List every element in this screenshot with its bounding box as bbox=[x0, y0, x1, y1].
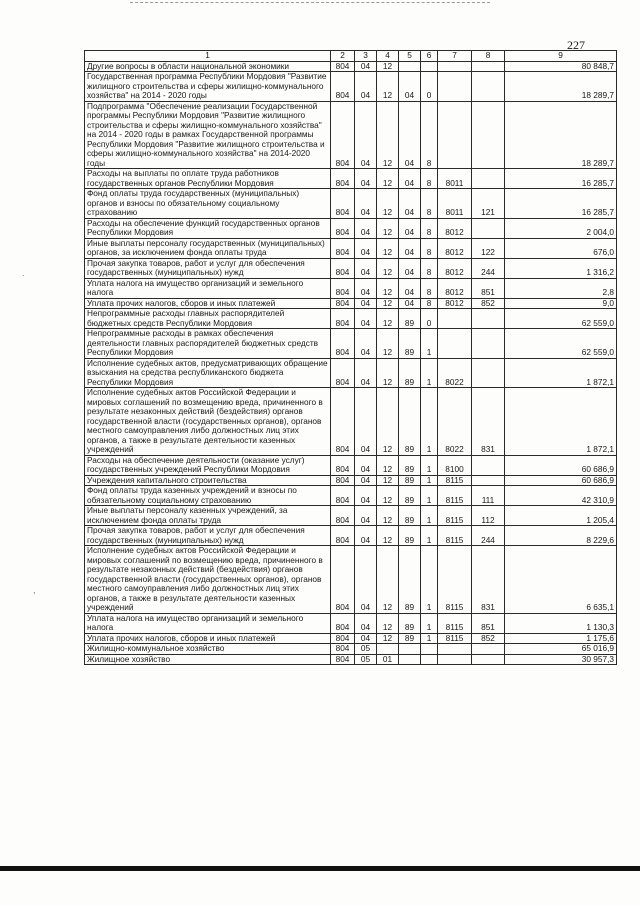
subsection-cell: 12 bbox=[377, 238, 399, 258]
row-name-cell: Иные выплаты персоналу государственных (муниципальных) органов, за исключением фонда оплаты труда bbox=[85, 238, 331, 258]
subsection-cell: 12 bbox=[377, 546, 399, 614]
subsection-cell: 12 bbox=[377, 388, 399, 456]
subprogram-cell: 8 bbox=[421, 278, 438, 298]
table-row bbox=[85, 189, 617, 219]
table-row bbox=[85, 526, 617, 546]
subsection-cell: 12 bbox=[377, 526, 399, 546]
target-article-cell: 8011 bbox=[438, 169, 472, 189]
subprogram-cell: 8 bbox=[421, 218, 438, 238]
program-cell: 89 bbox=[399, 526, 421, 546]
target-article-cell bbox=[438, 644, 472, 655]
amount-cell: 1 872,1 bbox=[505, 388, 617, 456]
header-row bbox=[85, 51, 617, 62]
target-article-cell: 8100 bbox=[438, 455, 472, 475]
admin-code-cell: 804 bbox=[331, 238, 355, 258]
subsection-cell: 12 bbox=[377, 455, 399, 475]
section-cell: 04 bbox=[355, 329, 377, 359]
program-cell: 04 bbox=[399, 258, 421, 278]
subprogram-cell: 1 bbox=[421, 388, 438, 456]
expense-type-cell: 244 bbox=[472, 526, 505, 546]
admin-code-cell: 804 bbox=[331, 486, 355, 506]
program-cell: 89 bbox=[399, 633, 421, 644]
subsection-cell: 12 bbox=[377, 101, 399, 169]
row-name-cell: Прочая закупка товаров, работ и услуг для обеспечения государственных (муниципальных) нужд bbox=[85, 526, 331, 546]
expense-type-cell bbox=[472, 455, 505, 475]
target-article-cell: 8115 bbox=[438, 506, 472, 526]
header-cell: 2 bbox=[331, 51, 355, 62]
amount-cell: 30 957,3 bbox=[505, 654, 617, 665]
amount-cell: 1 175,6 bbox=[505, 633, 617, 644]
section-cell: 04 bbox=[355, 189, 377, 219]
row-name-cell: Исполнение судебных актов Российской Федерации и мировых соглашений по возмещению вреда, причиненного в результате незаконных действий (бездействия) органов государственной власти (государственных органов), органов местного самоуправления либо должностных лиц этих органов, а также в результате деятельности казенных учреждений bbox=[85, 546, 331, 614]
table-row bbox=[85, 613, 617, 633]
amount-cell: 1 872,1 bbox=[505, 358, 617, 388]
admin-code-cell: 804 bbox=[331, 455, 355, 475]
target-article-cell: 8115 bbox=[438, 613, 472, 633]
subsection-cell bbox=[377, 644, 399, 655]
table-row bbox=[85, 506, 617, 526]
expense-type-cell bbox=[472, 218, 505, 238]
table-row bbox=[85, 486, 617, 506]
amount-cell: 676,0 bbox=[505, 238, 617, 258]
admin-code-cell: 804 bbox=[331, 189, 355, 219]
table-row bbox=[85, 654, 617, 665]
amount-cell: 80 848,7 bbox=[505, 61, 617, 72]
admin-code-cell: 804 bbox=[331, 644, 355, 655]
expense-type-cell: 111 bbox=[472, 486, 505, 506]
expense-type-cell bbox=[472, 309, 505, 329]
row-name-cell: Исполнение судебных актов, предусматривающих обращение взыскания на средства республиканского бюджета Республики Мордовия bbox=[85, 358, 331, 388]
subprogram-cell: 1 bbox=[421, 506, 438, 526]
subprogram-cell bbox=[421, 61, 438, 72]
program-cell: 89 bbox=[399, 613, 421, 633]
subprogram-cell: 0 bbox=[421, 72, 438, 102]
row-name-cell: Уплата прочих налогов, сборов и иных платежей bbox=[85, 633, 331, 644]
subsection-cell: 12 bbox=[377, 486, 399, 506]
scan-bottom-bar bbox=[0, 866, 640, 871]
row-name-cell: Учреждения капитального строительства bbox=[85, 475, 331, 486]
expense-type-cell bbox=[472, 329, 505, 359]
subprogram-cell: 8 bbox=[421, 189, 438, 219]
row-name-cell: Подпрограмма "Обеспечение реализации Государственной программы Республики Мордовия "Развитие жилищного строительства и сферы жилищно-коммунального хозяйства" на 2014 - 2020 годы в рамках Государственной программы Республики Мордовия "Развитие жилищного строительства и сферы жилищно-коммунального хозяйства" на 2014-2020 годы bbox=[85, 101, 331, 169]
subprogram-cell: 8 bbox=[421, 238, 438, 258]
target-article-cell: 8022 bbox=[438, 388, 472, 456]
section-cell: 04 bbox=[355, 258, 377, 278]
row-name-cell: Государственная программа Республики Мордовия "Развитие жилищного строительства и сферы жилищно-коммунального хозяйства" на 2014 - 2020 годы bbox=[85, 72, 331, 102]
expense-type-cell: 851 bbox=[472, 613, 505, 633]
program-cell: 04 bbox=[399, 169, 421, 189]
target-article-cell: 8115 bbox=[438, 633, 472, 644]
admin-code-cell: 804 bbox=[331, 388, 355, 456]
program-cell: 89 bbox=[399, 546, 421, 614]
amount-cell: 18 289,7 bbox=[505, 101, 617, 169]
budget-table bbox=[84, 50, 617, 665]
program-cell: 89 bbox=[399, 329, 421, 359]
subprogram-cell: 1 bbox=[421, 526, 438, 546]
program-cell: 89 bbox=[399, 455, 421, 475]
amount-cell: 2,8 bbox=[505, 278, 617, 298]
subsection-cell: 12 bbox=[377, 329, 399, 359]
admin-code-cell: 804 bbox=[331, 475, 355, 486]
row-name-cell: Уплата прочих налогов, сборов и иных платежей bbox=[85, 298, 331, 309]
amount-cell: 42 310,9 bbox=[505, 486, 617, 506]
section-cell: 04 bbox=[355, 613, 377, 633]
scan-top-border bbox=[130, 2, 490, 3]
admin-code-cell: 804 bbox=[331, 169, 355, 189]
subsection-cell: 12 bbox=[377, 278, 399, 298]
amount-cell: 2 004,0 bbox=[505, 218, 617, 238]
section-cell: 04 bbox=[355, 526, 377, 546]
section-cell: 04 bbox=[355, 169, 377, 189]
section-cell: 04 bbox=[355, 546, 377, 614]
subsection-cell: 12 bbox=[377, 309, 399, 329]
expense-type-cell: 244 bbox=[472, 258, 505, 278]
expense-type-cell: 851 bbox=[472, 278, 505, 298]
program-cell: 04 bbox=[399, 218, 421, 238]
header-cell: 4 bbox=[377, 51, 399, 62]
amount-cell: 18 289,7 bbox=[505, 72, 617, 102]
target-article-cell: 8012 bbox=[438, 298, 472, 309]
program-cell: 04 bbox=[399, 298, 421, 309]
subprogram-cell: 1 bbox=[421, 475, 438, 486]
program-cell: 04 bbox=[399, 189, 421, 219]
table-row bbox=[85, 101, 617, 169]
amount-cell: 1 316,2 bbox=[505, 258, 617, 278]
expense-type-cell bbox=[472, 644, 505, 655]
section-cell: 04 bbox=[355, 298, 377, 309]
program-cell: 04 bbox=[399, 72, 421, 102]
row-name-cell: Исполнение судебных актов Российской Федерации и мировых соглашений по возмещению вреда, причиненного в результате незаконных действий (бездействия) органов государственной власти (государственных органов), органов местного самоуправления либо должностных лиц этих органов, а также в результате деятельности казенных учреждений bbox=[85, 388, 331, 456]
admin-code-cell: 804 bbox=[331, 298, 355, 309]
program-cell: 89 bbox=[399, 475, 421, 486]
admin-code-cell: 804 bbox=[331, 526, 355, 546]
table-row bbox=[85, 218, 617, 238]
expense-type-cell bbox=[472, 654, 505, 665]
subprogram-cell: 8 bbox=[421, 258, 438, 278]
subsection-cell: 12 bbox=[377, 169, 399, 189]
amount-cell: 62 559,0 bbox=[505, 309, 617, 329]
admin-code-cell: 804 bbox=[331, 218, 355, 238]
expense-type-cell: 112 bbox=[472, 506, 505, 526]
amount-cell: 65 016,9 bbox=[505, 644, 617, 655]
section-cell: 04 bbox=[355, 633, 377, 644]
admin-code-cell: 804 bbox=[331, 613, 355, 633]
section-cell: 04 bbox=[355, 72, 377, 102]
expense-type-cell bbox=[472, 475, 505, 486]
row-name-cell: Расходы на обеспечение деятельности (оказание услуг) государственных учреждений Республики Мордовия bbox=[85, 455, 331, 475]
header-cell: 5 bbox=[399, 51, 421, 62]
row-name-cell: Уплата налога на имущество организаций и земельного налога bbox=[85, 613, 331, 633]
target-article-cell: 8115 bbox=[438, 475, 472, 486]
target-article-cell bbox=[438, 72, 472, 102]
table-row bbox=[85, 258, 617, 278]
subsection-cell: 12 bbox=[377, 358, 399, 388]
section-cell: 04 bbox=[355, 358, 377, 388]
row-name-cell: Иные выплаты персоналу казенных учреждений, за исключением фонда оплаты труда bbox=[85, 506, 331, 526]
subsection-cell: 12 bbox=[377, 298, 399, 309]
section-cell: 04 bbox=[355, 238, 377, 258]
row-name-cell: Другие вопросы в области национальной экономики bbox=[85, 61, 331, 72]
program-cell bbox=[399, 644, 421, 655]
admin-code-cell: 804 bbox=[331, 61, 355, 72]
target-article-cell bbox=[438, 309, 472, 329]
expense-type-cell bbox=[472, 358, 505, 388]
row-name-cell: Непрограммные расходы главных распорядителей бюджетных средств Республики Мордовия bbox=[85, 309, 331, 329]
section-cell: 05 bbox=[355, 644, 377, 655]
admin-code-cell: 804 bbox=[331, 358, 355, 388]
table-row bbox=[85, 358, 617, 388]
subsection-cell: 12 bbox=[377, 258, 399, 278]
program-cell: 04 bbox=[399, 238, 421, 258]
expense-type-cell: 831 bbox=[472, 546, 505, 614]
section-cell: 04 bbox=[355, 455, 377, 475]
table-row bbox=[85, 633, 617, 644]
subsection-cell: 12 bbox=[377, 613, 399, 633]
subprogram-cell: 8 bbox=[421, 298, 438, 309]
subprogram-cell: 1 bbox=[421, 633, 438, 644]
table-row bbox=[85, 298, 617, 309]
target-article-cell: 8115 bbox=[438, 546, 472, 614]
row-name-cell: Жилищно-коммунальное хозяйство bbox=[85, 644, 331, 655]
expense-type-cell: 852 bbox=[472, 633, 505, 644]
subprogram-cell: 8 bbox=[421, 169, 438, 189]
subprogram-cell: 8 bbox=[421, 101, 438, 169]
table-row bbox=[85, 329, 617, 359]
section-cell: 04 bbox=[355, 278, 377, 298]
program-cell: 04 bbox=[399, 278, 421, 298]
program-cell: 04 bbox=[399, 101, 421, 169]
target-article-cell: 8012 bbox=[438, 218, 472, 238]
margin-mark: . bbox=[22, 268, 25, 278]
header-cell: 7 bbox=[438, 51, 472, 62]
admin-code-cell: 804 bbox=[331, 72, 355, 102]
subsection-cell: 12 bbox=[377, 61, 399, 72]
subprogram-cell: 1 bbox=[421, 455, 438, 475]
subprogram-cell: 0 bbox=[421, 309, 438, 329]
subsection-cell: 12 bbox=[377, 72, 399, 102]
table-row bbox=[85, 72, 617, 102]
table-row bbox=[85, 309, 617, 329]
program-cell: 89 bbox=[399, 358, 421, 388]
section-cell: 04 bbox=[355, 61, 377, 72]
target-article-cell bbox=[438, 61, 472, 72]
table-row bbox=[85, 169, 617, 189]
section-cell: 04 bbox=[355, 388, 377, 456]
row-name-cell: Прочая закупка товаров, работ и услуг для обеспечения государственных (муниципальных) нужд bbox=[85, 258, 331, 278]
amount-cell: 62 559,0 bbox=[505, 329, 617, 359]
margin-mark: , bbox=[33, 585, 36, 595]
amount-cell: 6 635,1 bbox=[505, 546, 617, 614]
row-name-cell: Расходы на выплаты по оплате труда работников государственных органов Республики Мордовия bbox=[85, 169, 331, 189]
expense-type-cell bbox=[472, 61, 505, 72]
section-cell: 04 bbox=[355, 506, 377, 526]
subprogram-cell bbox=[421, 644, 438, 655]
admin-code-cell: 804 bbox=[331, 654, 355, 665]
amount-cell: 60 686,9 bbox=[505, 475, 617, 486]
target-article-cell bbox=[438, 654, 472, 665]
subsection-cell: 12 bbox=[377, 218, 399, 238]
subprogram-cell bbox=[421, 654, 438, 665]
admin-code-cell: 804 bbox=[331, 278, 355, 298]
subsection-cell: 12 bbox=[377, 475, 399, 486]
target-article-cell bbox=[438, 101, 472, 169]
section-cell: 04 bbox=[355, 218, 377, 238]
target-article-cell: 8115 bbox=[438, 526, 472, 546]
table-row bbox=[85, 644, 617, 655]
target-article-cell: 8022 bbox=[438, 358, 472, 388]
expense-type-cell: 852 bbox=[472, 298, 505, 309]
target-article-cell: 8011 bbox=[438, 189, 472, 219]
header-cell: 6 bbox=[421, 51, 438, 62]
section-cell: 04 bbox=[355, 309, 377, 329]
expense-type-cell bbox=[472, 169, 505, 189]
admin-code-cell: 804 bbox=[331, 546, 355, 614]
section-cell: 04 bbox=[355, 475, 377, 486]
header-cell: 9 bbox=[505, 51, 617, 62]
admin-code-cell: 804 bbox=[331, 633, 355, 644]
row-name-cell: Фонд оплаты труда казенных учреждений и взносы по обязательному социальному страхованию bbox=[85, 486, 331, 506]
table-row bbox=[85, 61, 617, 72]
table-row bbox=[85, 546, 617, 614]
table-row bbox=[85, 475, 617, 486]
target-article-cell: 8012 bbox=[438, 258, 472, 278]
target-article-cell: 8012 bbox=[438, 238, 472, 258]
admin-code-cell: 804 bbox=[331, 309, 355, 329]
header-cell: 8 bbox=[472, 51, 505, 62]
expense-type-cell: 831 bbox=[472, 388, 505, 456]
section-cell: 04 bbox=[355, 486, 377, 506]
row-name-cell: Непрограммные расходы в рамках обеспечения деятельности главных распорядителей бюджетных средств Республики Мордовия bbox=[85, 329, 331, 359]
target-article-cell bbox=[438, 329, 472, 359]
subprogram-cell: 1 bbox=[421, 486, 438, 506]
subprogram-cell: 1 bbox=[421, 358, 438, 388]
program-cell: 89 bbox=[399, 506, 421, 526]
subsection-cell: 12 bbox=[377, 506, 399, 526]
expense-type-cell: 121 bbox=[472, 189, 505, 219]
program-cell: 89 bbox=[399, 309, 421, 329]
amount-cell: 16 285,7 bbox=[505, 189, 617, 219]
expense-type-cell bbox=[472, 72, 505, 102]
row-name-cell: Фонд оплаты труда государственных (муниципальных) органов и взносы по обязательному социальному страхованию bbox=[85, 189, 331, 219]
table-row bbox=[85, 278, 617, 298]
amount-cell: 8 229,6 bbox=[505, 526, 617, 546]
table-row bbox=[85, 238, 617, 258]
amount-cell: 9,0 bbox=[505, 298, 617, 309]
section-cell: 04 bbox=[355, 101, 377, 169]
subprogram-cell: 1 bbox=[421, 329, 438, 359]
page-number: 227 bbox=[567, 38, 585, 52]
amount-cell: 1 205,4 bbox=[505, 506, 617, 526]
target-article-cell: 8115 bbox=[438, 486, 472, 506]
amount-cell: 16 285,7 bbox=[505, 169, 617, 189]
program-cell bbox=[399, 61, 421, 72]
program-cell: 89 bbox=[399, 486, 421, 506]
admin-code-cell: 804 bbox=[331, 506, 355, 526]
program-cell: 89 bbox=[399, 388, 421, 456]
admin-code-cell: 804 bbox=[331, 329, 355, 359]
subprogram-cell: 1 bbox=[421, 546, 438, 614]
subprogram-cell: 1 bbox=[421, 613, 438, 633]
subsection-cell: 12 bbox=[377, 189, 399, 219]
target-article-cell: 8012 bbox=[438, 278, 472, 298]
table-row bbox=[85, 455, 617, 475]
admin-code-cell: 804 bbox=[331, 101, 355, 169]
subsection-cell: 01 bbox=[377, 654, 399, 665]
program-cell bbox=[399, 654, 421, 665]
section-cell: 05 bbox=[355, 654, 377, 665]
row-name-cell: Расходы на обеспечение функций государственных органов Республики Мордовия bbox=[85, 218, 331, 238]
amount-cell: 1 130,3 bbox=[505, 613, 617, 633]
row-name-cell: Уплата налога на имущество организаций и земельного налога bbox=[85, 278, 331, 298]
table-row bbox=[85, 388, 617, 456]
header-cell: 3 bbox=[355, 51, 377, 62]
amount-cell: 60 686,9 bbox=[505, 455, 617, 475]
expense-type-cell: 122 bbox=[472, 238, 505, 258]
row-name-cell: Жилищное хозяйство bbox=[85, 654, 331, 665]
expense-type-cell bbox=[472, 101, 505, 169]
subsection-cell: 12 bbox=[377, 633, 399, 644]
admin-code-cell: 804 bbox=[331, 258, 355, 278]
header-cell: 1 bbox=[85, 51, 331, 62]
